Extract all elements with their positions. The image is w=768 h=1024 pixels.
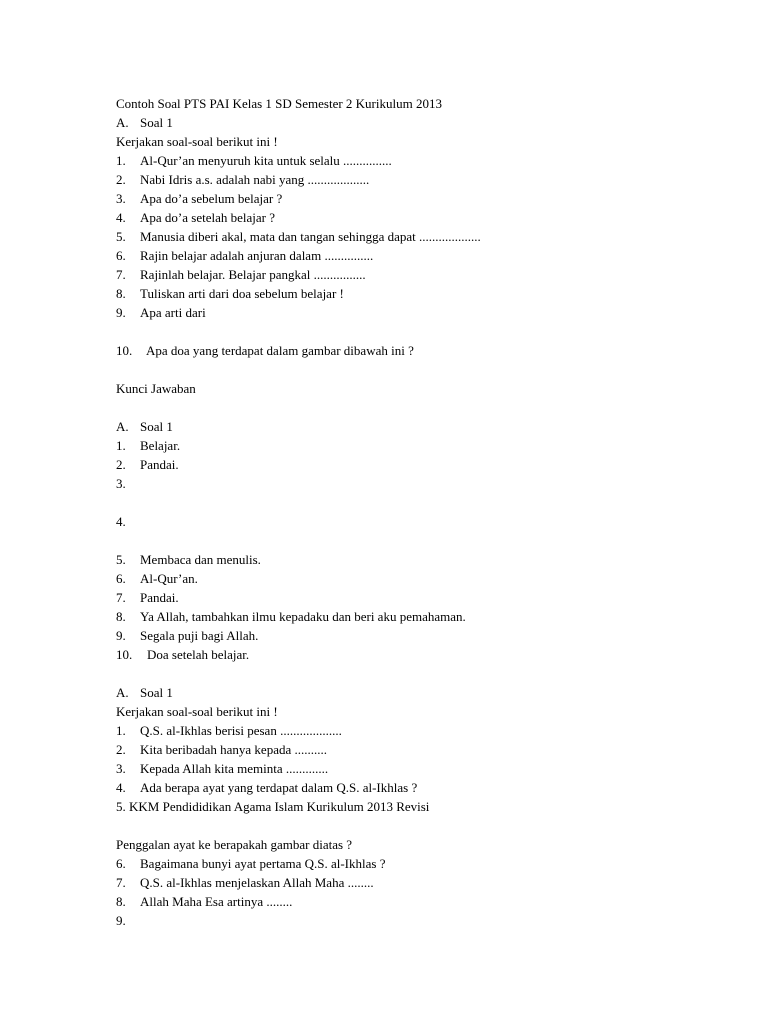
- answer-number: 5.: [116, 552, 126, 567]
- question-item: [116, 170, 369, 189]
- answer-item: [116, 512, 140, 531]
- question-number: 6.: [116, 248, 126, 263]
- question-text: Kepada Allah kita meminta .............: [140, 761, 329, 776]
- question-text: Rajinlah belajar. Belajar pangkal ................: [140, 267, 366, 282]
- question-number: 10.: [116, 343, 133, 358]
- question-item: [116, 854, 385, 873]
- answer-section-heading: [116, 417, 173, 436]
- answer-text: Belajar.: [140, 438, 181, 453]
- document-title: Contoh Soal PTS PAI Kelas 1 SD Semester 2 Kurikulum 2013: [116, 96, 442, 111]
- question-number: 2.: [116, 742, 126, 757]
- answer-item: [116, 550, 261, 569]
- answer-key-heading: Kunci Jawaban: [116, 381, 196, 396]
- question-number: 1.: [116, 153, 126, 168]
- question-number: 9.: [116, 305, 126, 320]
- answer-text: Doa setelah belajar.: [147, 647, 250, 662]
- section-label: Soal 1: [140, 115, 173, 130]
- question-item: [116, 778, 417, 797]
- question-text: Apa arti dari: [140, 305, 206, 320]
- question-text: Ada berapa ayat yang terdapat dalam Q.S. al-Ikhlas ?: [140, 780, 418, 795]
- question-item: [116, 227, 481, 246]
- question-item: [116, 892, 292, 911]
- question-item: [116, 265, 366, 284]
- answer-number: 9.: [116, 628, 126, 643]
- question-item: [116, 740, 327, 759]
- answer-number: 8.: [116, 609, 126, 624]
- question-text: Allah Maha Esa artinya ........: [140, 894, 293, 909]
- answer-item: [116, 455, 179, 474]
- question-item: [116, 246, 373, 265]
- question-text: Manusia diberi akal, mata dan tangan sehingga dapat ...................: [140, 229, 481, 244]
- picture-question: Penggalan ayat ke berapakah gambar diatas ?: [116, 837, 353, 852]
- section-number: A.: [116, 419, 129, 434]
- question-number: 7.: [116, 875, 126, 890]
- question-text: Apa doa yang terdapat dalam gambar dibawah ini ?: [146, 343, 414, 358]
- answer-item: [116, 588, 179, 607]
- question-item: [116, 341, 414, 360]
- question-number: 8.: [116, 894, 126, 909]
- question-text: Kita beribadah hanya kepada ..........: [140, 742, 327, 757]
- answer-text: Al-Qur’an.: [140, 571, 198, 586]
- question-number: 7.: [116, 267, 126, 282]
- answer-number: 2.: [116, 457, 126, 472]
- question-text: Rajin belajar adalah anjuran dalam ...............: [140, 248, 374, 263]
- question-number: 1.: [116, 723, 126, 738]
- question-text: Apa do’a sebelum belajar ?: [140, 191, 283, 206]
- question-item: [116, 208, 275, 227]
- question-number: 9.: [116, 913, 126, 928]
- question-number: 2.: [116, 172, 126, 187]
- question-item: [116, 303, 206, 322]
- answer-item: [116, 626, 258, 645]
- question-item: [116, 759, 328, 778]
- question-number: 5.: [116, 229, 126, 244]
- question-text: Q.S. al-Ikhlas menjelaskan Allah Maha ........: [140, 875, 374, 890]
- question-text: Tuliskan arti dari doa sebelum belajar !: [140, 286, 344, 301]
- answer-number: 1.: [116, 438, 126, 453]
- answer-number: 3.: [116, 476, 126, 491]
- question-number: 4.: [116, 780, 126, 795]
- question-text: Nabi Idris a.s. adalah nabi yang ...................: [140, 172, 370, 187]
- answer-item: [116, 474, 140, 493]
- instruction: Kerjakan soal-soal berikut ini !: [116, 704, 278, 719]
- question-text: Apa do’a setelah belajar ?: [140, 210, 275, 225]
- question-number: 3.: [116, 191, 126, 206]
- section-label: Soal 1: [140, 419, 173, 434]
- kkm-line: 5. KKM Pendididikan Agama Islam Kurikulum 2013 Revisi: [116, 799, 430, 814]
- answer-item: [116, 436, 180, 455]
- question-item: [116, 151, 392, 170]
- question-item: [116, 284, 344, 303]
- answer-text: Segala puji bagi Allah.: [140, 628, 259, 643]
- section-number: A.: [116, 685, 129, 700]
- section-label: Soal 1: [140, 685, 173, 700]
- instruction: Kerjakan soal-soal berikut ini !: [116, 134, 278, 149]
- question-number: 3.: [116, 761, 126, 776]
- question-number: 6.: [116, 856, 126, 871]
- answer-item: [116, 607, 466, 626]
- answer-number: 7.: [116, 590, 126, 605]
- question-text: Al-Qur’an menyuruh kita untuk selalu ...............: [140, 153, 392, 168]
- question-item: [116, 911, 140, 930]
- question-text: Bagaimana bunyi ayat pertama Q.S. al-Ikhlas ?: [140, 856, 386, 871]
- answer-number: 10.: [116, 647, 133, 662]
- answer-number: 4.: [116, 514, 126, 529]
- section-heading: [116, 683, 173, 702]
- answer-item: [116, 645, 249, 664]
- question-number: 4.: [116, 210, 126, 225]
- section-number: A.: [116, 115, 129, 130]
- answer-item: [116, 569, 198, 588]
- section-heading: [116, 113, 173, 132]
- question-text: Q.S. al-Ikhlas berisi pesan ...................: [140, 723, 342, 738]
- answer-number: 6.: [116, 571, 126, 586]
- answer-text: Pandai.: [140, 590, 179, 605]
- answer-text: Ya Allah, tambahkan ilmu kepadaku dan beri aku pemahaman.: [140, 609, 466, 624]
- question-item: [116, 721, 342, 740]
- question-item: [116, 189, 282, 208]
- answer-text: Pandai.: [140, 457, 179, 472]
- answer-text: Membaca dan menulis.: [140, 552, 261, 567]
- question-number: 8.: [116, 286, 126, 301]
- question-item: [116, 873, 374, 892]
